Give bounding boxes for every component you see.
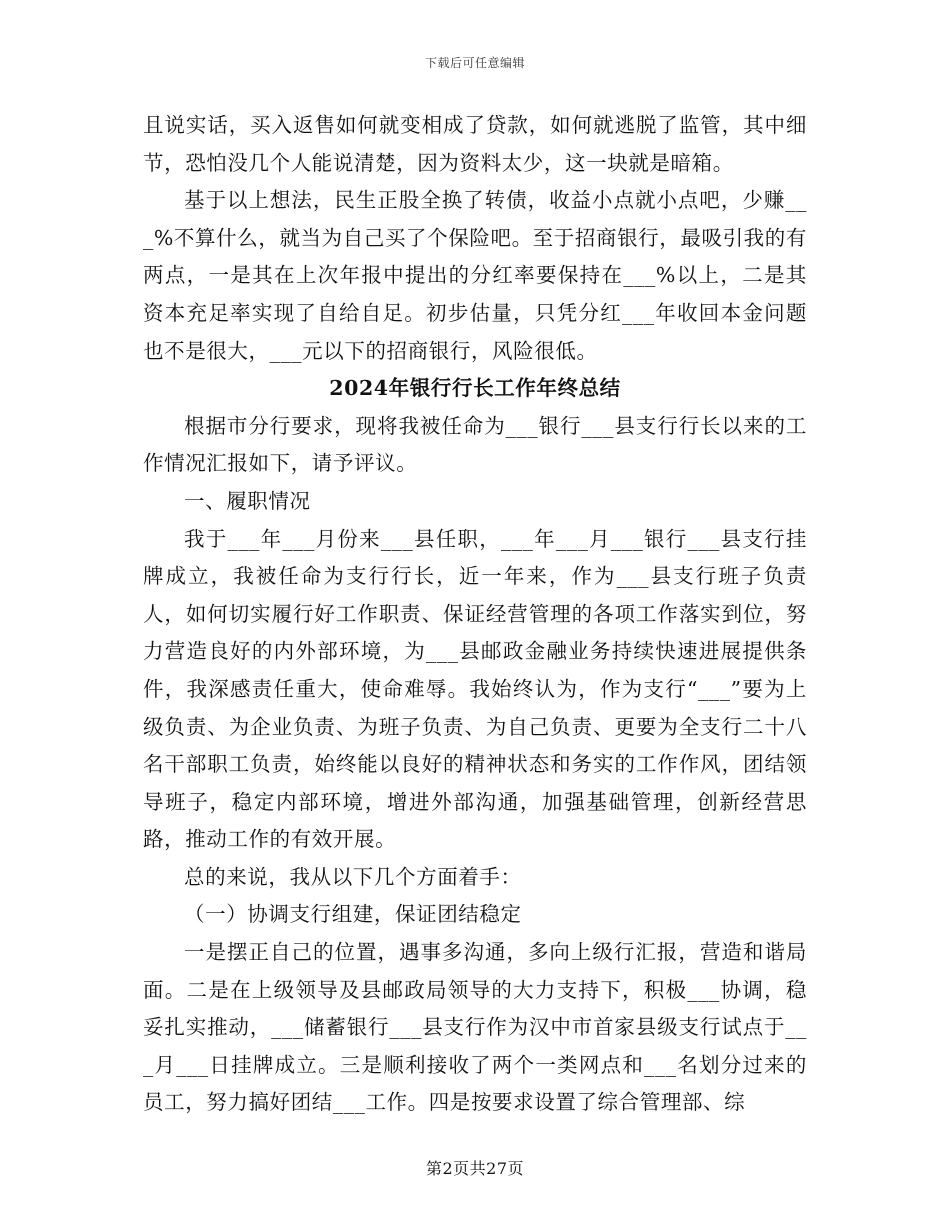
section-title: 2024年银行行长工作年终总结 (329, 376, 621, 401)
paragraph-7-subheading: （一）协调支行组建，保证团结稳定 (184, 902, 522, 927)
paragraph-1: 且说实话，买入返售如何就变相成了贷款，如何就逃脱了监管，其中细节，恐怕没几个人能说清楚，因为资料太少，这一块就是暗箱。 (143, 113, 807, 175)
paragraph-4-heading: 一、履职情况 (184, 488, 311, 513)
paragraph-6: 总的来说，我从以下几个方面着手： (184, 864, 522, 889)
paragraph-5: 我于___年___月份来___县任职，___年___月___银行___县支行挂牌成立，我被任命为支行行长，近一年来，作为___县支行班子负责人，如何切实履行好工作职责、保证经营管理的各项工作落实到位，努力营造良好的内外部环境，为___县邮政金融业务持续快速进展提供条件，我深感责任重大，使命难辱。我始终认为，作为支行“___”要为上级负责、为企业负责、为班子负责、为自己负责、更要为全支行二十八名干部职工负责，始终能以良好的精神状态和务实的工作作风，团结领导班子，稳定内部环境，增进外部沟通，加强基础管理，创新经营思路，推动工作的有效开展。 (143, 526, 807, 852)
paragraph-2: 基于以上想法，民生正股全换了转债，收益小点就小点吧，少赚___%不算什么，就当为自己买了个保险吧。至于招商银行，最吸引我的有两点，一是其在上次年报中提出的分红率要保持在___%以上，二是其资本充足率实现了自给自足。初步估量，只凭分红___年收回本金问题也不是很大，___元以下的招商银行，风险很低。 (143, 188, 807, 363)
header-note: 下载后可任意编辑 (424, 56, 525, 70)
page-number: 第2页共27页 (425, 1159, 525, 1178)
paragraph-8: 一是摆正自己的位置，遇事多沟通，多向上级行汇报，营造和谐局面。二是在上级领导及县邮政局领导的大力支持下，积极___协调，稳妥扎实推动，___储蓄银行___县支行作为汉中市首家县级支行试点于___月___日挂牌成立。三是顺利接收了两个一类网点和___名划分过来的员工，努力搞好团结___工作。四是按要求设置了综合管理部、综 (143, 940, 807, 1115)
document-body (143, 107, 807, 1122)
paragraph-3: 根据市分行要求，现将我被任命为___银行___县支行行长以来的工作情况汇报如下，请予评议。 (143, 413, 807, 476)
